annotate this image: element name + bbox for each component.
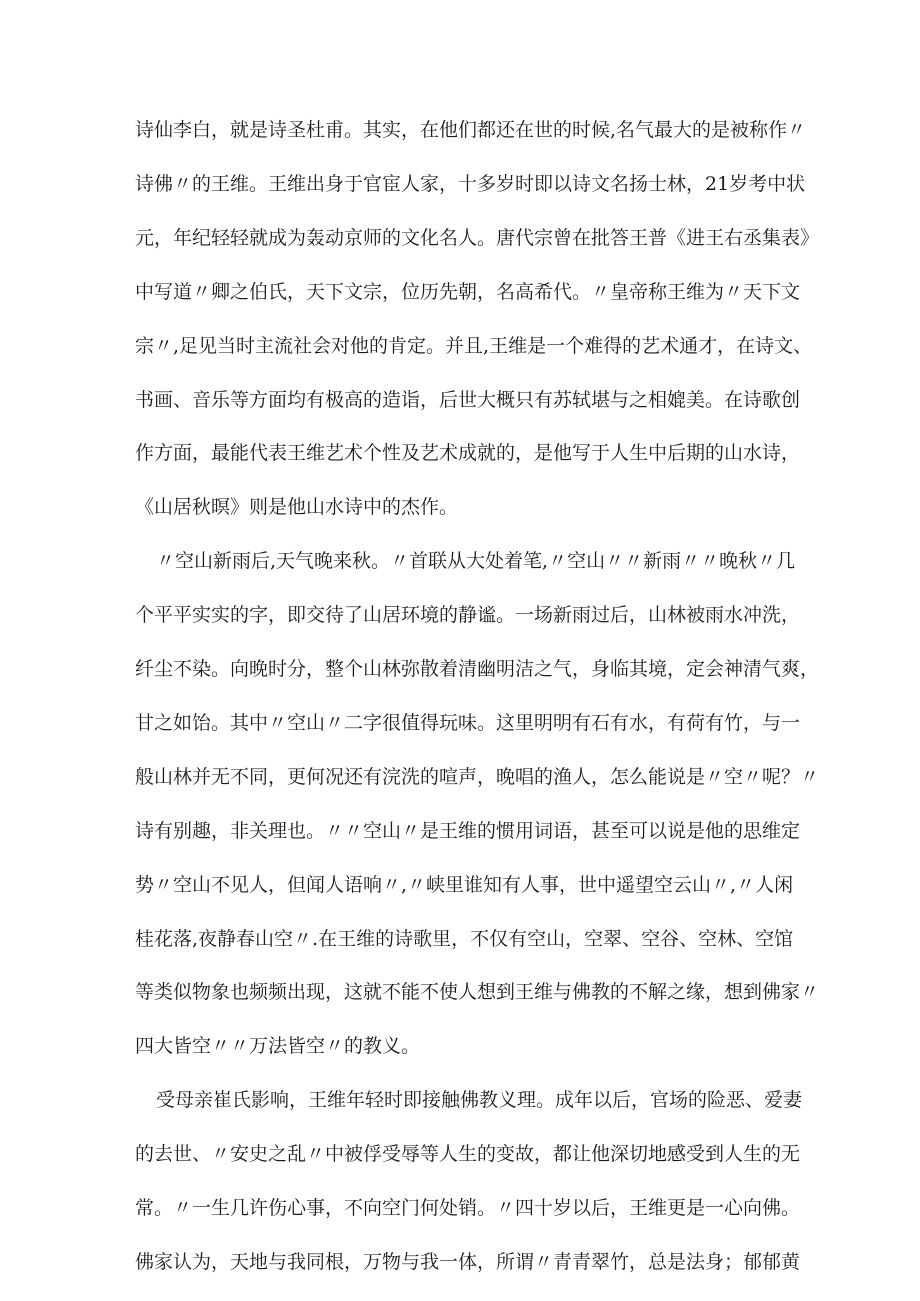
p2-line-10: 四大皆空〃〃万法皆空〃的教义。	[135, 1035, 421, 1057]
p1-line-2: 诗佛〃的王维。王维出身于官宦人家，十多岁时即以诗文名扬士林，21岁考中状	[135, 173, 806, 195]
p2-line-5: 般山林并无不同，更何况还有浣洗的喧声，晚唱的渔人，怎么能说是〃空〃呢？〃	[135, 766, 820, 788]
p3-line-4: 佛家认为，天地与我同根，万物与我一体，所谓〃青青翠竹，总是法身；郁郁黄	[135, 1251, 801, 1273]
p3-line-1: 受母亲崔氏影响，王维年轻时即接触佛教义理。成年以后，官场的险恶、爱妻	[156, 1089, 803, 1111]
p1-line-8: 《山居秋暝》则是他山水诗中的杰作。	[135, 496, 459, 518]
p2-line-1: 〃空山新雨后,天气晚来秋。〃首联从大处着笔,〃空山〃〃新雨〃〃晚秋〃几	[156, 550, 796, 572]
p2-line-7: 势〃空山不见人，但闻人语响〃,〃峡里谁知有人事，世中遥望空云山〃,〃人闲	[135, 874, 794, 896]
p1-line-5: 宗〃,足见当时主流社会对他的肯定。并且,王维是一个难得的艺术通才，在诗文、	[135, 335, 813, 357]
p1-line-4: 中写道〃卿之伯氏，天下文宗，位历先朝，名高希代。〃皇帝称王维为〃天下文	[135, 281, 801, 303]
p3-line-2: 的去世、〃安史之乱〃中被俘受辱等人生的变故，都让他深切地感受到人生的无	[135, 1143, 801, 1165]
p2-line-9: 等类似物象也频频出现，这就不能不使人想到王维与佛教的不解之缘，想到佛家〃	[135, 981, 820, 1003]
p2-line-6: 诗有别趣，非关理也。〃〃空山〃是王维的惯用词语，甚至可以说是他的思维定	[135, 820, 801, 842]
p1-line-3: 元，年纪轻轻就成为轰动京师的文化名人。唐代宗曾在批答王普《进王右丞集表》	[135, 227, 820, 249]
p1-line-6: 书画、音乐等方面均有极高的造诣，后世大概只有苏轼堪与之相媲美。在诗歌创	[135, 389, 801, 411]
p1-line-1: 诗仙李白，就是诗圣杜甫。其实，在他们都还在世的时候,名气最大的是被称作〃	[135, 119, 807, 141]
p1-line-7: 作方面，最能代表王维艺术个性及艺术成就的，是他写于人生中后期的山水诗，	[135, 442, 801, 464]
p2-line-4: 甘之如饴。其中〃空山〃二字很值得玩味。这里明明有石有水，有荷有竹，与一	[135, 712, 801, 734]
p2-line-2: 个平平实实的字，即交待了山居环境的静谧。一场新雨过后，山林被雨水冲洗，	[135, 604, 801, 626]
p3-line-3: 常。〃一生几许伤心事，不向空门何处销。〃四十岁以后，王维更是一心向佛。	[135, 1197, 801, 1219]
p2-line-3: 纤尘不染。向晚时分，整个山林弥散着清幽明洁之气，身临其境，定会神清气爽，	[135, 658, 820, 680]
p2-line-8: 桂花落,夜静春山空〃.在王维的诗歌里，不仅有空山，空翠、空谷、空林、空馆	[135, 928, 794, 950]
